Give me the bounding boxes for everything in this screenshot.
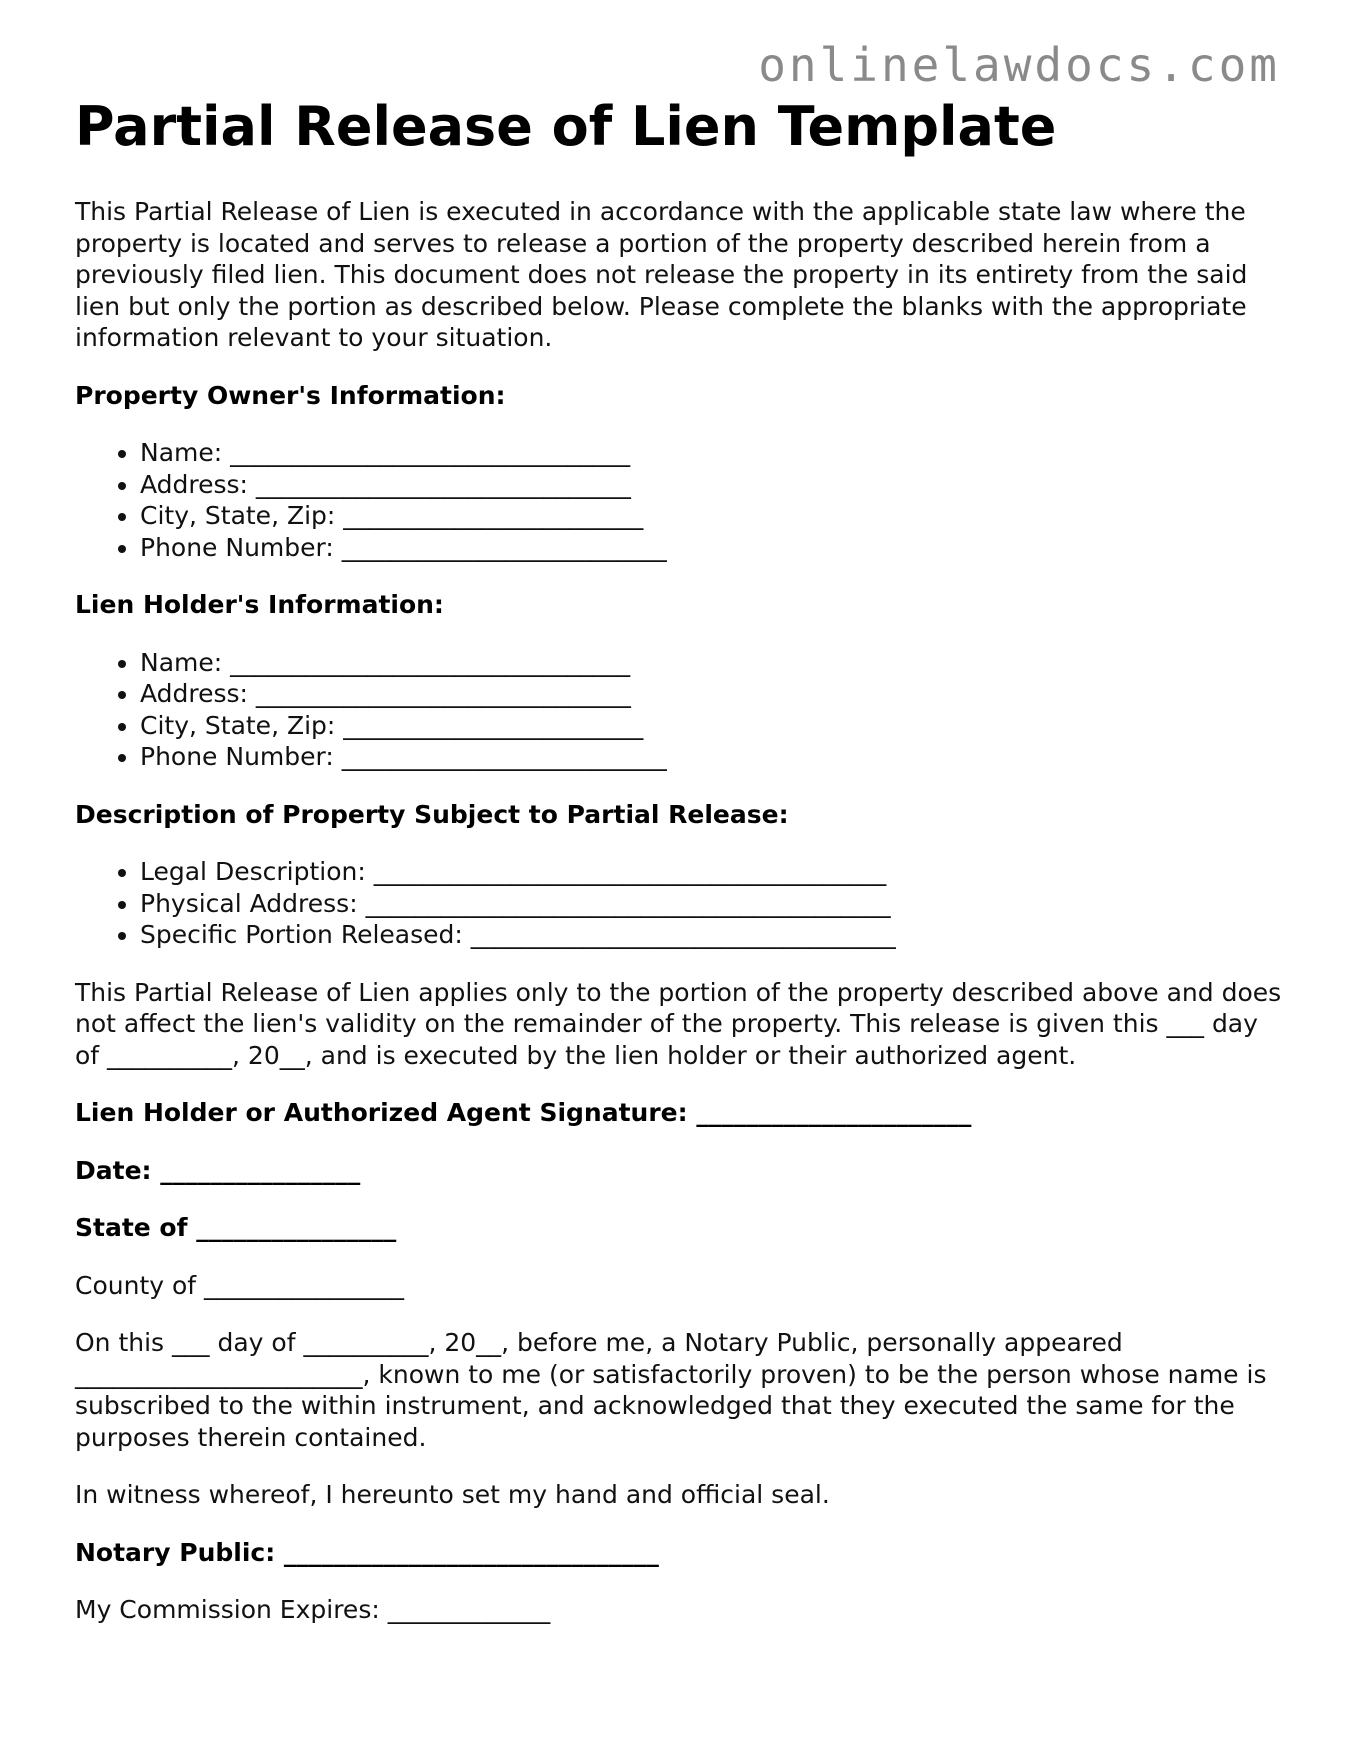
notary-public-line[interactable]: Notary Public: ______________________________ [75, 1537, 659, 1567]
holder-phone-field[interactable]: • Phone Number: __________________________ [140, 741, 1285, 773]
holder-address-field[interactable]: • Address: ______________________________ [140, 678, 1285, 710]
owner-address-field[interactable]: • Address: ______________________________ [140, 469, 1285, 501]
page-title: Partial Release of Lien Template [75, 95, 1057, 158]
release-paragraph: This Partial Release of Lien applies only to the portion of the property described above and does not affect the lien's validity on the remainder of the property. This release is given this ___ day of __________, 20__, and is executed by the lien holder or their authorized agent. [75, 977, 1290, 1070]
owner-phone-field[interactable]: • Phone Number: __________________________ [140, 532, 1285, 564]
date-line[interactable]: Date: ________________ [75, 1155, 361, 1185]
specific-portion-field[interactable]: • Specific Portion Released: __________________________________ [140, 919, 1285, 951]
state-line[interactable]: State of ________________ [75, 1213, 397, 1243]
owner-heading: Property Owner's Information: [75, 380, 506, 410]
property-list [75, 856, 1285, 951]
holder-name-field[interactable]: • Name: ________________________________ [140, 647, 1285, 679]
intro-paragraph: This Partial Release of Lien is executed in accordance with the applicable state law where the property is located and serves to release a portion of the property described herein from a previously filed lien. This document does not release the property in its entirety from the said lien but only the portion as described below. Please complete the blanks with the appropriate information relevant to your situation. [75, 197, 1256, 353]
witness-line: In witness whereof, I hereunto set my hand and official seal. [75, 1480, 830, 1510]
signature-line[interactable]: Lien Holder or Authorized Agent Signature: ______________________ [75, 1098, 972, 1128]
notary-paragraph: On this ___ day of __________, 20__, before me, a Notary Public, personally appeared _______________________, known to me (or satisfactorily proven) to be the person whose name is subscribed to the within instrument, and acknowledged that they executed the same for the purposes therein contained. [75, 1328, 1275, 1452]
document [75, 95, 1290, 1652]
owner-list [75, 437, 1285, 563]
watermark: onlinelawdocs.com [758, 38, 1280, 92]
physical-address-field[interactable]: • Physical Address: __________________________________________ [140, 888, 1285, 920]
legal-description-field[interactable]: • Legal Description: _________________________________________ [140, 856, 1285, 888]
commission-expires-line[interactable]: My Commission Expires: _____________ [75, 1595, 551, 1625]
holder-list [75, 647, 1285, 773]
property-heading: Description of Property Subject to Partial Release: [75, 799, 789, 829]
holder-heading: Lien Holder's Information: [75, 590, 444, 620]
holder-city-state-zip-field[interactable]: • City, State, Zip: ________________________ [140, 710, 1285, 742]
county-line[interactable]: County of ________________ [75, 1270, 405, 1300]
owner-name-field[interactable]: • Name: ________________________________ [140, 437, 1285, 469]
owner-city-state-zip-field[interactable]: • City, State, Zip: ________________________ [140, 500, 1285, 532]
